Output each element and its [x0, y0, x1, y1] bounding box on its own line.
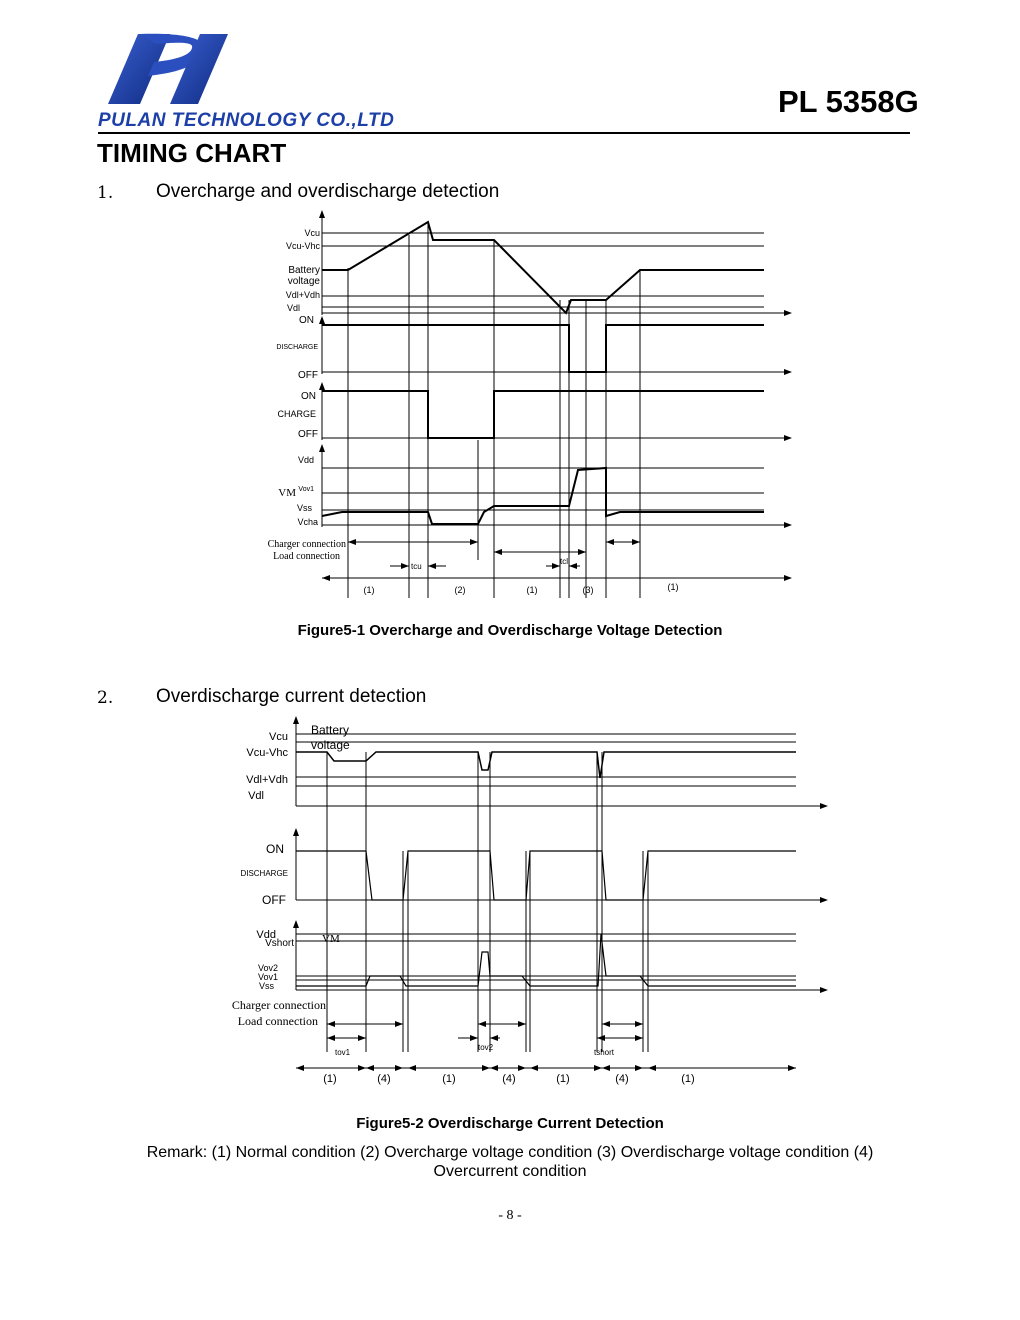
period-label: (4) — [377, 1073, 391, 1085]
label-discharge: DISCHARGE — [276, 344, 318, 351]
label-battery: Battery — [288, 265, 320, 276]
label-vshort: Vshort — [265, 938, 294, 949]
label-vcu: Vcu — [269, 731, 288, 743]
label-vdl-vdh: Vdl+Vdh — [285, 290, 320, 300]
period-label: (4) — [615, 1073, 629, 1085]
label-vss: Vss — [296, 503, 312, 513]
period-label: (1) — [363, 585, 375, 595]
label-discharge: DISCHARGE — [240, 869, 288, 878]
label-vcu-vhc: Vcu-Vhc — [246, 747, 288, 759]
label-vcu: Vcu — [304, 228, 320, 238]
label-vcu-vhc: Vcu-Vhc — [285, 241, 320, 251]
label-charge: CHARGE — [277, 409, 316, 419]
label-on2: ON — [301, 391, 316, 402]
label-vov1: Vov1 — [298, 486, 314, 493]
section1-number: 1. — [97, 183, 114, 203]
label-tcu: tcu — [411, 562, 422, 571]
period-label: (3) — [582, 585, 594, 595]
section2-number: 2. — [97, 688, 114, 708]
label-voltage: voltage — [311, 738, 350, 752]
period-label: (4) — [502, 1073, 516, 1085]
period-label: (1) — [667, 582, 679, 592]
label-tov1: tov1 — [335, 1048, 351, 1057]
label-vdl: Vdl — [248, 790, 264, 802]
label-charger-connection: Charger connection — [267, 539, 346, 550]
label-vm: VM — [278, 487, 296, 499]
figure5-1-caption: Figure5-1 Overcharge and Overdischarge Voltage Detection — [297, 622, 723, 639]
period-label: (1) — [442, 1073, 456, 1085]
period-label: (1) — [526, 585, 538, 595]
label-charger-connection: Charger connection — [231, 998, 326, 1012]
label-tshort: tshort — [594, 1048, 615, 1057]
label-vdl-vdh: Vdl+Vdh — [246, 774, 288, 786]
label-vdd: Vdd — [297, 455, 314, 465]
page-title: TIMING CHART — [97, 138, 287, 168]
section2-title: Overdischarge current detection — [156, 686, 427, 707]
label-on: ON — [266, 842, 284, 856]
label-load-connection: Load connection — [273, 551, 340, 562]
label-off2: OFF — [298, 429, 318, 440]
label-on: ON — [299, 315, 314, 326]
company-name: PULAN TECHNOLOGY CO.,LTD — [98, 110, 395, 131]
label-vdl: Vdl — [286, 303, 300, 313]
label-vdd: Vdd — [256, 929, 276, 941]
label-tcl: tcl — [560, 557, 568, 566]
section1-title: Overcharge and overdischarge detection — [156, 181, 500, 202]
label-vov1: Vov1 — [257, 972, 278, 982]
part-number: PL 5358G — [778, 84, 919, 119]
period-label: (1) — [323, 1073, 337, 1085]
period-label: (1) — [681, 1073, 695, 1085]
label-battery: Battery — [311, 723, 350, 737]
label-vov2: Vov2 — [257, 963, 278, 973]
period-label: (2) — [454, 585, 466, 595]
label-voltage: voltage — [287, 276, 320, 287]
figure5-2-caption: Figure5-2 Overdischarge Current Detection — [356, 1115, 664, 1132]
label-vm: VM — [322, 933, 340, 945]
label-tov2: tov2 — [478, 1043, 494, 1052]
page-number: - 8 - — [498, 1208, 522, 1223]
label-off: OFF — [262, 893, 286, 907]
label-vcha: Vcha — [297, 517, 318, 527]
period-label: (1) — [556, 1073, 570, 1085]
label-load-connection: Load connection — [237, 1014, 318, 1028]
label-vss: Vss — [258, 981, 274, 991]
remark-text: Remark: (1) Normal condition (2) Overcharge voltage condition (3) Overdischarge voltage condition (4) Overcurrent condition — [146, 1144, 874, 1180]
label-off: OFF — [298, 370, 318, 381]
